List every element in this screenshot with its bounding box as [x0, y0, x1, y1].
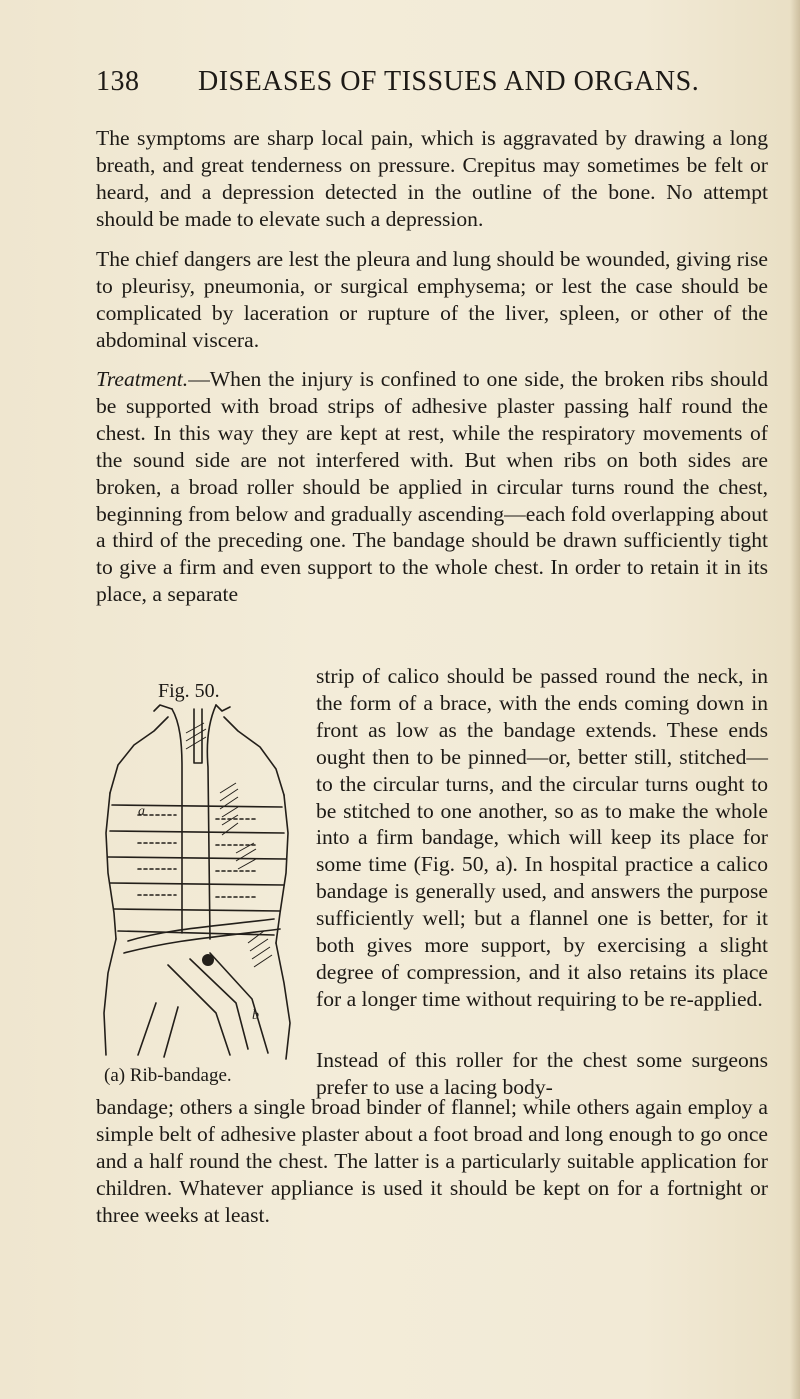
treatment-text: —When the injury is confined to one side, the broken ribs should be supported with broad strips of adhesive plaster passing half round the chest. In this way they are kept at rest, while the respiratory movements of the sound side are not interfered with. But when ribs on both sides are broken, a broad roller should be applied in circular turns round the chest, beginning from below and gradually ascending—each fold overlapping about a third of the preceding one. The bandage should be drawn sufficiently tight to give a firm and even support to the whole chest. In order to retain it in its place, a separate — [96, 367, 768, 607]
paragraph-alternatives: bandage; others a single broad binder of flannel; while others again employ a simple belt of adhesive plaster about a foot broad and long enough to go once and a half round the chest. The latter is a particularly suitable application for children. Whatever appliance is used it should be kept on for a fortnight or three weeks at least. — [96, 1095, 768, 1227]
figure-label: Fig. 50. — [158, 680, 220, 702]
neck-outline-right — [216, 705, 230, 711]
paragraph-brace: strip of calico should be passed round the neck, in the form of a brace, with the ends coming down in front as low as the bandage extends. These ends ought then to be pinned—or, better still, stitched—to the circular turns, and the circular turns ought to be stitched to one another, so as to make the whole into a firm bandage, which will keep its place for some time (Fig. 50, a). In hospital practice a calico bandage is generally used, and answers the purpose sufficiently well; but a flannel one is better, for it both gives more support, by exercising a slight degree of compression, and it also retains its place for a longer time without requiring to be re-applied. — [316, 664, 768, 1011]
paragraph-treatment — [96, 366, 768, 608]
bandage-pin — [202, 954, 214, 966]
page-number: 138 — [96, 66, 140, 97]
running-title: DISEASES OF TISSUES AND ORGANS. — [198, 66, 700, 97]
right-hip — [276, 943, 290, 1059]
paragraph-symptoms: The symptoms are sharp local pain, which is aggravated by drawing a long breath, and great tenderness on pressure. Crepitus may sometimes be felt or heard, and a depression detected in the outline of the bone. No attempt should be made to elevate such a depression. — [96, 126, 768, 231]
figure-caption: (a) Rib-bandage. — [104, 1065, 232, 1086]
page-edge-shadow — [790, 0, 800, 1399]
treatment-heading: Treatment. — [96, 367, 189, 391]
running-header — [96, 66, 716, 106]
left-shoulder — [110, 717, 168, 793]
right-shoulder — [224, 717, 284, 795]
figure-letter-a: a — [138, 804, 145, 819]
right-flank — [276, 795, 288, 943]
rib-bandage-illustration — [98, 703, 316, 1063]
paragraph-dangers: The chief dangers are lest the pleura and lung should be wounded, giving rise to pleurisy, pneumonia, or surgical emphysema; or lest the case should be complicated by laceration or rupture of the liver, spleen, or other of the abdominal viscera. — [96, 247, 768, 352]
brace-strap-left — [172, 709, 182, 933]
left-hip — [104, 939, 116, 1055]
figure-letter-b: b — [252, 1008, 259, 1023]
neck-outline — [154, 705, 172, 711]
left-flank — [106, 793, 116, 939]
brace-strap-right — [207, 705, 216, 939]
paragraph-alternatives-lead: Instead of this roller for the chest some surgeons prefer to use a lacing body- — [316, 1048, 768, 1099]
